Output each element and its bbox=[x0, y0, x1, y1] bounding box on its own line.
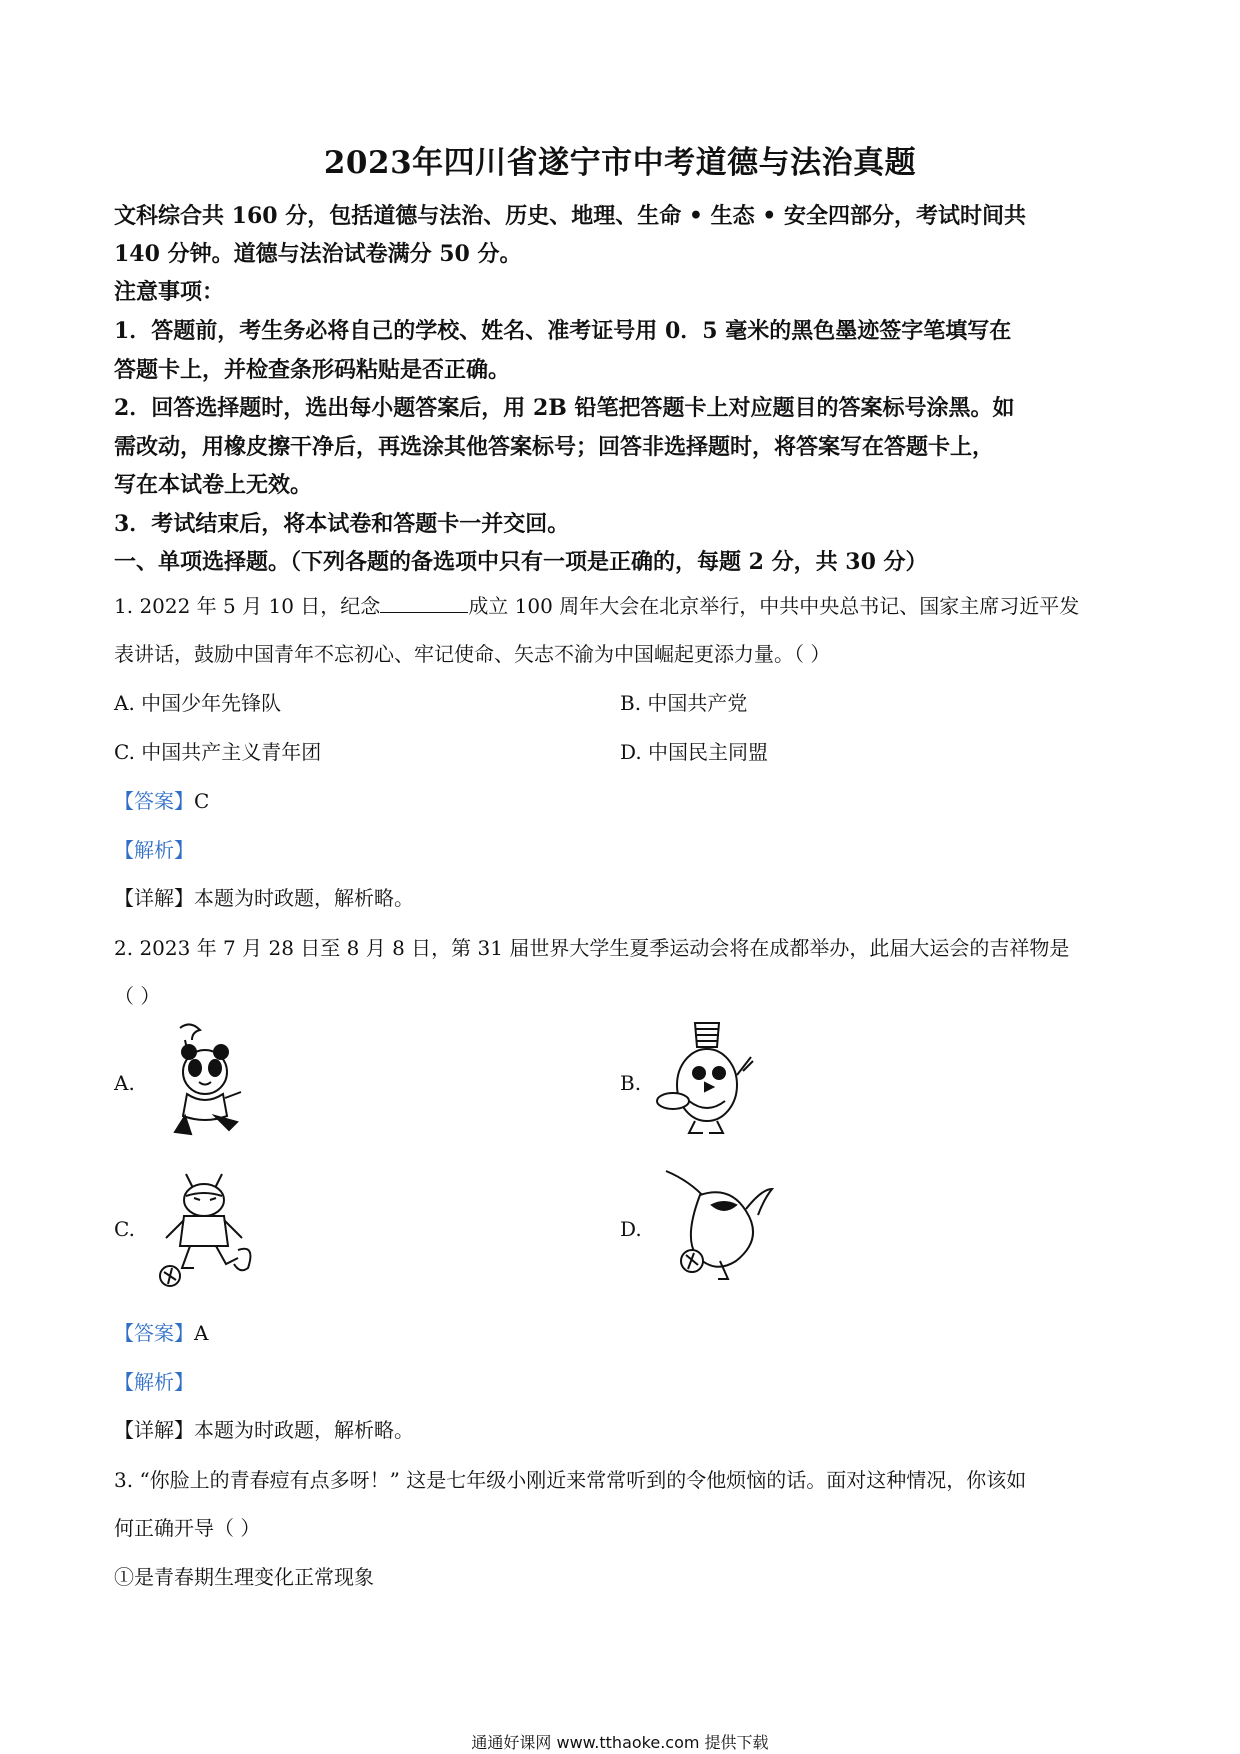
q1-option-b: B. 中国共产党 bbox=[620, 691, 748, 715]
notice-heading: 注意事项： bbox=[114, 279, 225, 305]
q2-option-d: D. bbox=[620, 1217, 642, 1241]
notice-line: 2．回答选择题时，选出每小题答案后，用 2B 铅笔把答题卡上对应题目的答案标号涂黑。如 bbox=[114, 395, 1015, 421]
q1-stem-before-blank: 1. 2022 年 5 月 10 日，纪念 bbox=[114, 594, 381, 618]
q2-stem-line-2: （ ） bbox=[114, 984, 161, 1008]
page-footer: 通通好课网 www.tthaoke.com 提供下载 bbox=[471, 1733, 769, 1752]
q1-option-a: A. 中国少年先锋队 bbox=[114, 691, 282, 715]
page-title: 2023年四川省遂宁市中考道德与法治真题 bbox=[323, 145, 917, 181]
q1-answer bbox=[114, 785, 209, 814]
notice-line: 写在本试卷上无效。 bbox=[114, 472, 313, 498]
section-heading: 一、单项选择题。（下列各题的备选项中只有一项是正确的，每题 2 分，共 30 分） bbox=[114, 549, 928, 575]
notice-line: 3．考试结束后，将本试卷和答题卡一并交回。 bbox=[114, 511, 570, 537]
q1-option-c: C. 中国共产主义青年团 bbox=[114, 740, 322, 764]
answer-value: A bbox=[194, 1321, 209, 1345]
answer-value: C bbox=[194, 789, 210, 813]
chef-bird-mascot-image bbox=[655, 1015, 765, 1144]
notice-line: 答题卡上，并检查条形码粘贴是否正确。 bbox=[114, 357, 511, 383]
q2-stem-line-1: 2. 2023 年 7 月 28 日至 8 月 8 日，第 31 届世界大学生夏季运动会将在成都举办，此届大运会的吉祥物是 bbox=[114, 936, 1070, 960]
q2-option-c: C. bbox=[114, 1217, 135, 1241]
intro-line-1: 文科综合共 160 分，包括道德与法治、历史、地理、生命 • 生态 • 安全四部分，考试时间共 bbox=[114, 203, 1027, 229]
notice-line: 需改动，用橡皮擦干净后，再选涂其他答案标号；回答非选择题时，将答案写在答题卡上， bbox=[114, 434, 995, 460]
q3-item-1: ①是青春期生理变化正常现象 bbox=[114, 1565, 374, 1589]
q1-stem-line-2: 表讲话，鼓励中国青年不忘初心、牢记使命、矢志不渝为中国崛起更添力量。（ ） bbox=[114, 642, 831, 666]
answer-tag: 【答案】 bbox=[114, 1321, 194, 1345]
intro-line-2: 140 分钟。道德与法治试卷满分 50 分。 bbox=[114, 241, 522, 267]
q2-option-a: A. bbox=[114, 1071, 135, 1095]
notice-line: 1．答题前，考生务必将自己的学校、姓名、准考证号用 0．5 毫米的黑色墨迹签字笔填写在 bbox=[114, 318, 1012, 344]
flying-bird-mascot-image bbox=[660, 1165, 785, 1294]
wolf-mascot-image bbox=[150, 1168, 260, 1297]
q1-option-d: D. 中国民主同盟 bbox=[620, 740, 769, 764]
q1-detail: 【详解】本题为时政题，解析略。 bbox=[114, 886, 414, 910]
q1-fill-blank bbox=[380, 594, 468, 613]
q1-stem-after-blank: 成立 100 周年大会在北京举行，中共中央总书记、国家主席习近平发 bbox=[468, 594, 1080, 618]
q2-answer bbox=[114, 1317, 208, 1346]
q3-stem-line-2: 何正确开导（ ） bbox=[114, 1516, 261, 1540]
q2-analysis-tag: 【解析】 bbox=[114, 1370, 194, 1394]
q1-stem-line-1 bbox=[114, 590, 1079, 619]
q3-stem-line-1: 3. “你脸上的青春痘有点多呀！” 这是七年级小刚近来常常听到的令他烦恼的话。面对这种情况，你该如 bbox=[114, 1468, 1027, 1492]
panda-mascot-image bbox=[145, 1020, 255, 1144]
answer-tag: 【答案】 bbox=[114, 789, 194, 813]
q2-detail: 【详解】本题为时政题，解析略。 bbox=[114, 1418, 414, 1442]
q1-analysis-tag: 【解析】 bbox=[114, 838, 194, 862]
q2-option-b: B. bbox=[620, 1071, 642, 1095]
